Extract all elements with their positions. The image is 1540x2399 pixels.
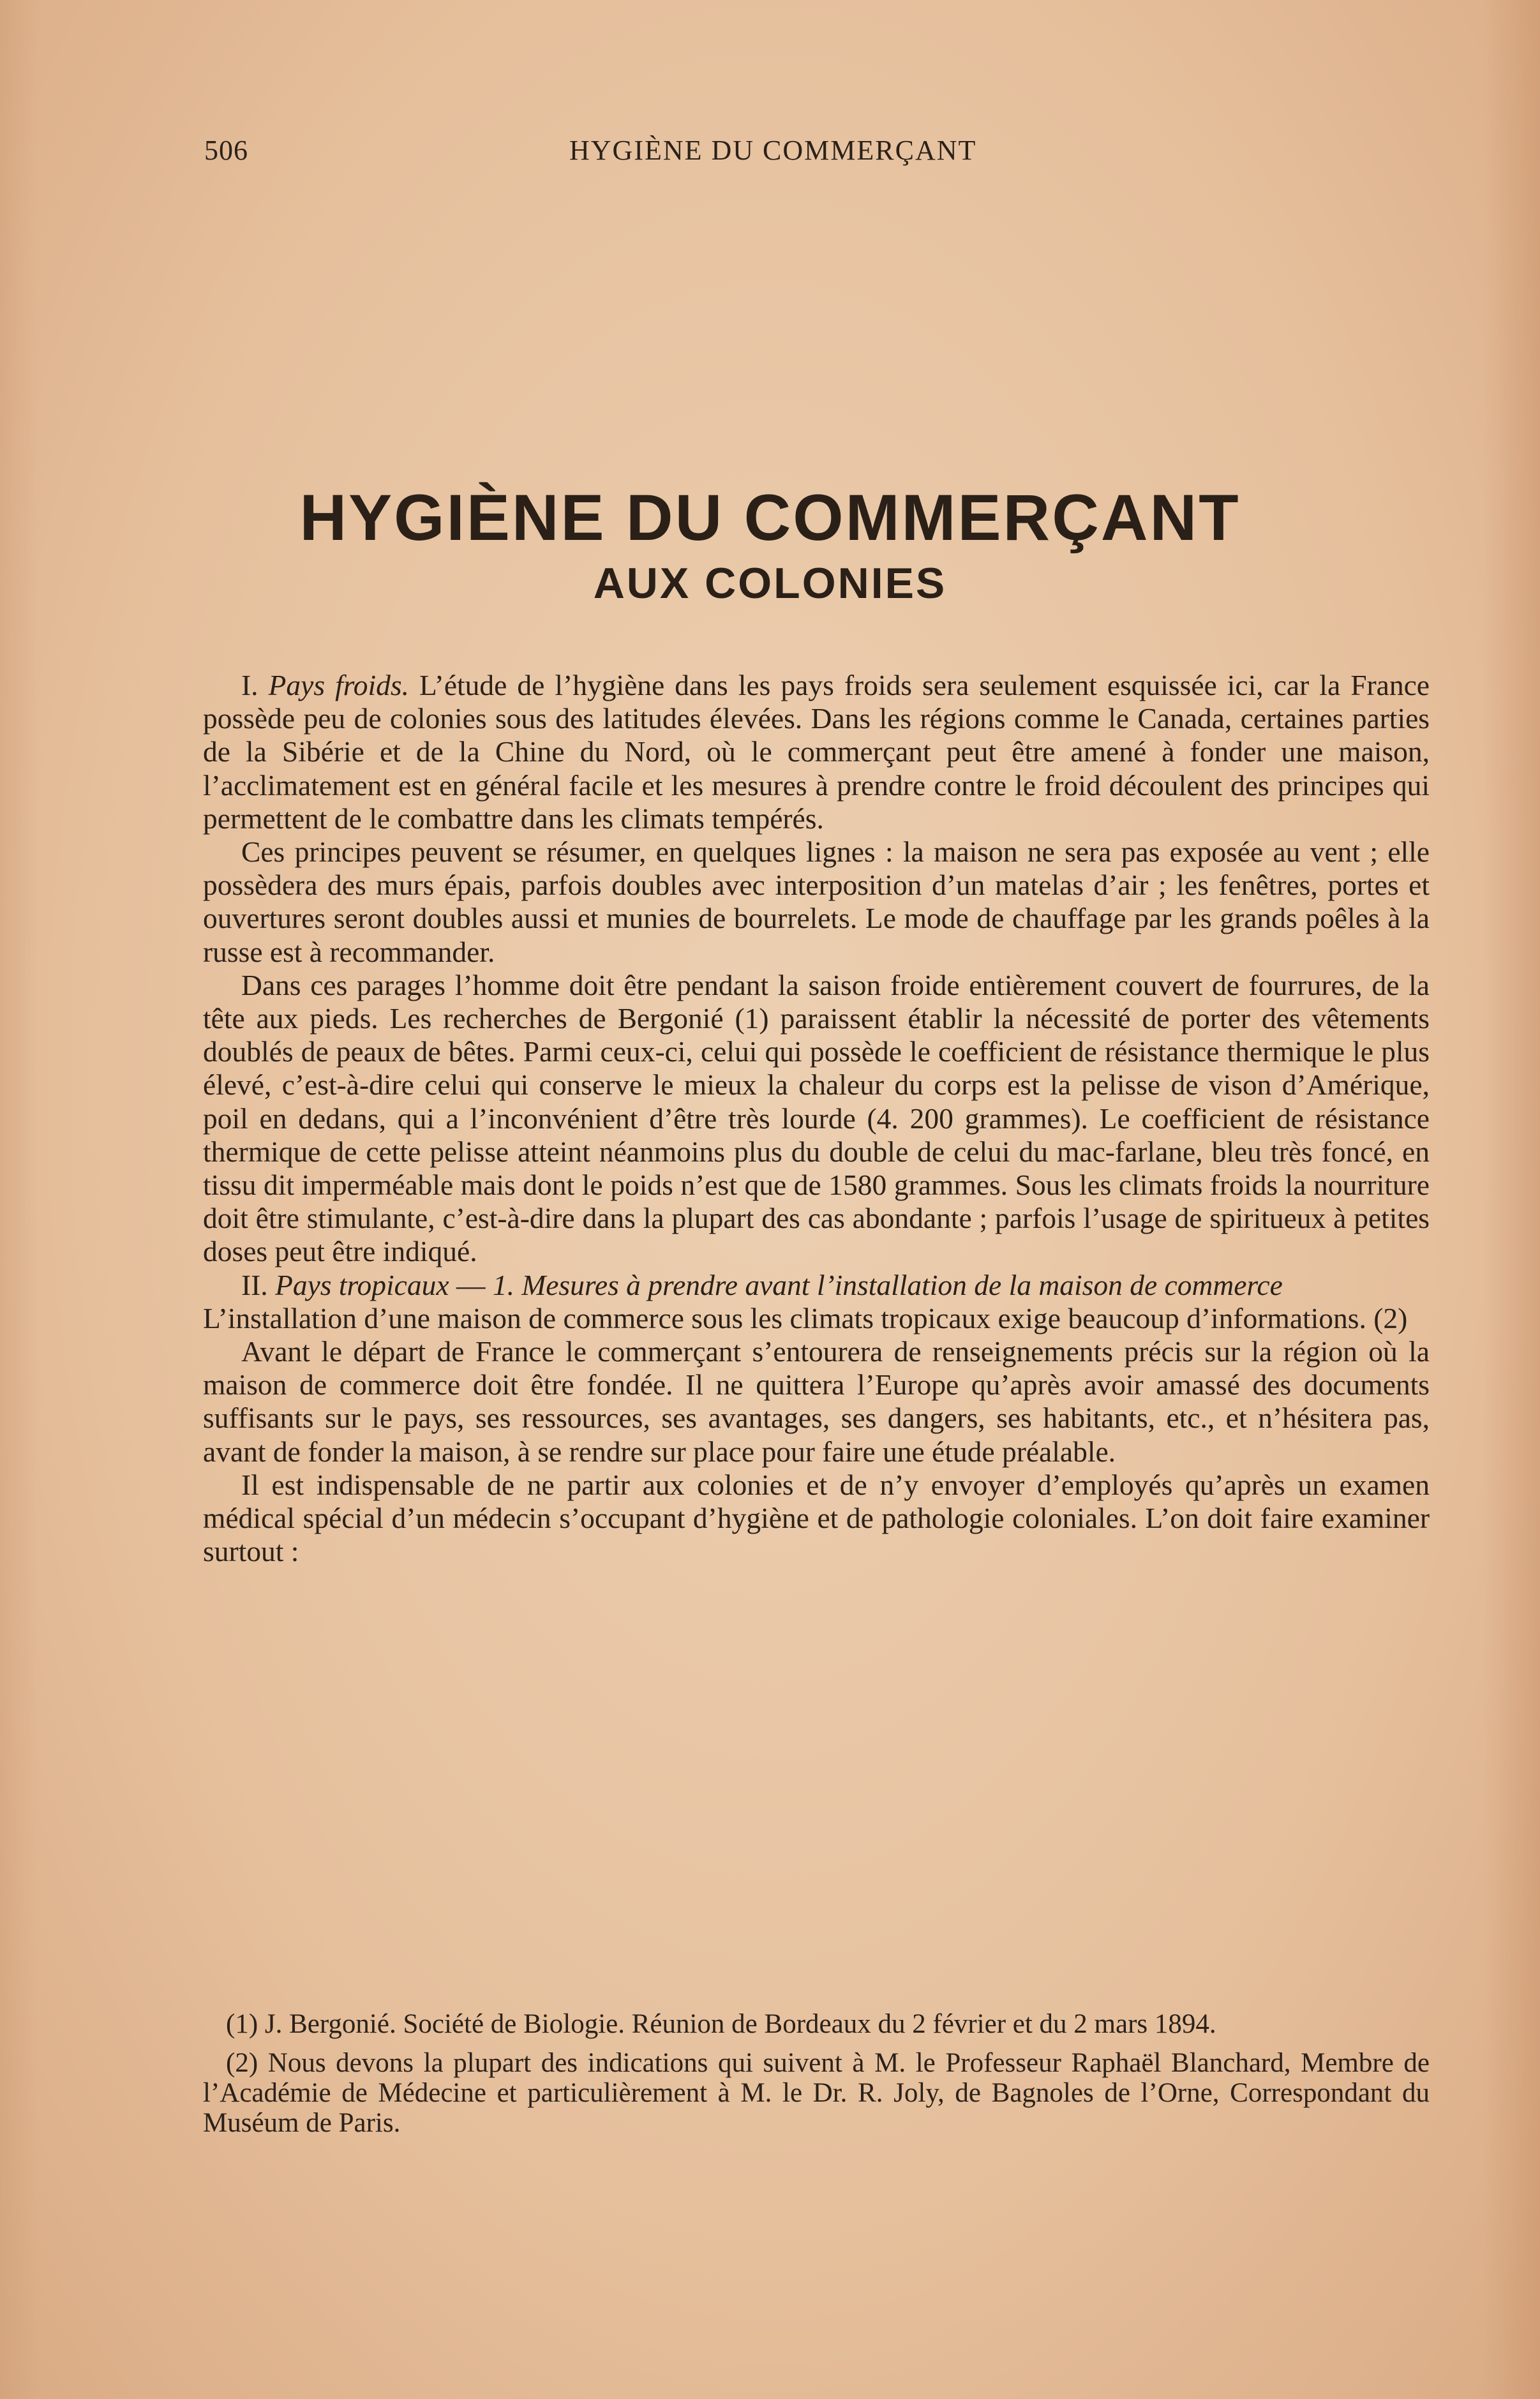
footnote-2: (2) Nous devons la plupart des indications qui suivent à M. le Professeur Raphaël Blanchard, Membre de l’Académie de Médecine et particulièrement à M. le Dr. R. Joly, de Bagnoles de l’Orne, Correspondant du Muséum de Paris. — [203, 2048, 1430, 2138]
page-number: 506 — [204, 135, 248, 166]
subsection-heading: 1. Mesures à prendre avant l’installation de la maison de commerce — [492, 1268, 1283, 1301]
page-shadow-left — [0, 0, 38, 2399]
article-title: HYGIÈNE DU COMMERÇANT — [299, 481, 1241, 554]
running-head — [204, 134, 1430, 172]
section-heading-cold: Pays froids. — [268, 669, 409, 701]
article-body — [203, 669, 1430, 1568]
heading-dash: — — [449, 1268, 493, 1301]
section-tropical-paragraph-3: Il est indispensable de ne partir aux colonies et de n’y envoyer d’employés qu’après un examen médical spécial d’un médecin s’occupant d’hygiène et de pathologie coloniales. L’on doit faire examiner surtout : — [203, 1468, 1430, 1568]
section-cold-paragraph-2: Ces principes peuvent se résumer, en quelques lignes : la maison ne sera pas exposée au vent ; elle possèdera des murs épais, parfois doubles avec interposition d’un matelas d’air ; les fenêtres, portes et ouvertures seront doubles aussi et munies de bourrelets. Le mode de chauffage par les grands poêles à la russe est à recommander. — [203, 835, 1430, 968]
footnote-1: (1) J. Bergonié. Société de Biologie. Réunion de Bordeaux du 2 février et du 2 mars 1894. — [226, 2009, 1216, 2039]
section-heading-tropical: Pays tropicaux — [275, 1268, 449, 1301]
footnotes — [203, 2009, 1430, 2147]
section-cold-paragraph-3: Dans ces parages l’homme doit être pendant la saison froide entièrement couvert de fourrures, de la tête aux pieds. Les recherches de Bergonié (1) paraissent établir la nécessité de porter des vêtements doublés de peaux de bêtes. Parmi ceux-ci, celui qui possède le coefficient de résistance thermique le plus élevé, c’est-à-dire celui qui conserve le mieux la chaleur du corps est la pelisse de vison d’Amérique, poil en dedans, qui a l’inconvénient d’être très lourde (4. 200 grammes). Le coefficient de résistance thermique de cette pelisse atteint néanmoins plus du double de celui du mac-farlane, bleu très foncé, en tissu dit imperméable mais dont le poids n’est que de 1580 grammes. Sous les climats froids la nourriture doit être stimulante, c’est-à-dire dans la plupart des cas abondante ; parfois l’usage de spiritueux à petites doses peut être indiqué. — [203, 968, 1430, 1268]
section-tropical-heading — [203, 1269, 1430, 1302]
running-title: HYGIÈNE DU COMMERÇANT — [569, 135, 977, 166]
section-tropical-paragraph-1: L’installation d’une maison de commerce sous les climats tropicaux exige beaucoup d’informations. (2) — [203, 1301, 1408, 1334]
section-number: I. — [241, 669, 258, 701]
page-shadow-right — [1483, 0, 1540, 2399]
paragraph-text: L’étude de l’hygiène dans les pays froids sera seulement esquissée ici, car la France possède peu de colonies sous des latitudes élevées. Dans les régions comme le Canada, certaines parties de la Sibérie et de la Chine du Nord, où le commerçant peut être amené à fonder une maison, l’acclimatement est en général facile et les mesures à prendre contre le froid découlent des principes qui permettent de le combattre dans les climats tempérés. — [203, 669, 1430, 835]
section-tropical-paragraph-2: Avant le départ de France le commerçant s’entourera de renseignements précis sur la région où la maison de commerce doit être fondée. Il ne quittera l’Europe qu’après avoir amassé des documents suffisants sur le pays, ses ressources, ses avantages, ses dangers, ses habitants, etc., et n’hésitera pas, avant de fonder la maison, à se rendre sur place pour faire une étude préalable. — [203, 1335, 1430, 1468]
section-cold-paragraph-1 — [203, 669, 1430, 835]
article-subtitle: AUX COLONIES — [593, 559, 947, 608]
section-number: II. — [241, 1268, 268, 1301]
